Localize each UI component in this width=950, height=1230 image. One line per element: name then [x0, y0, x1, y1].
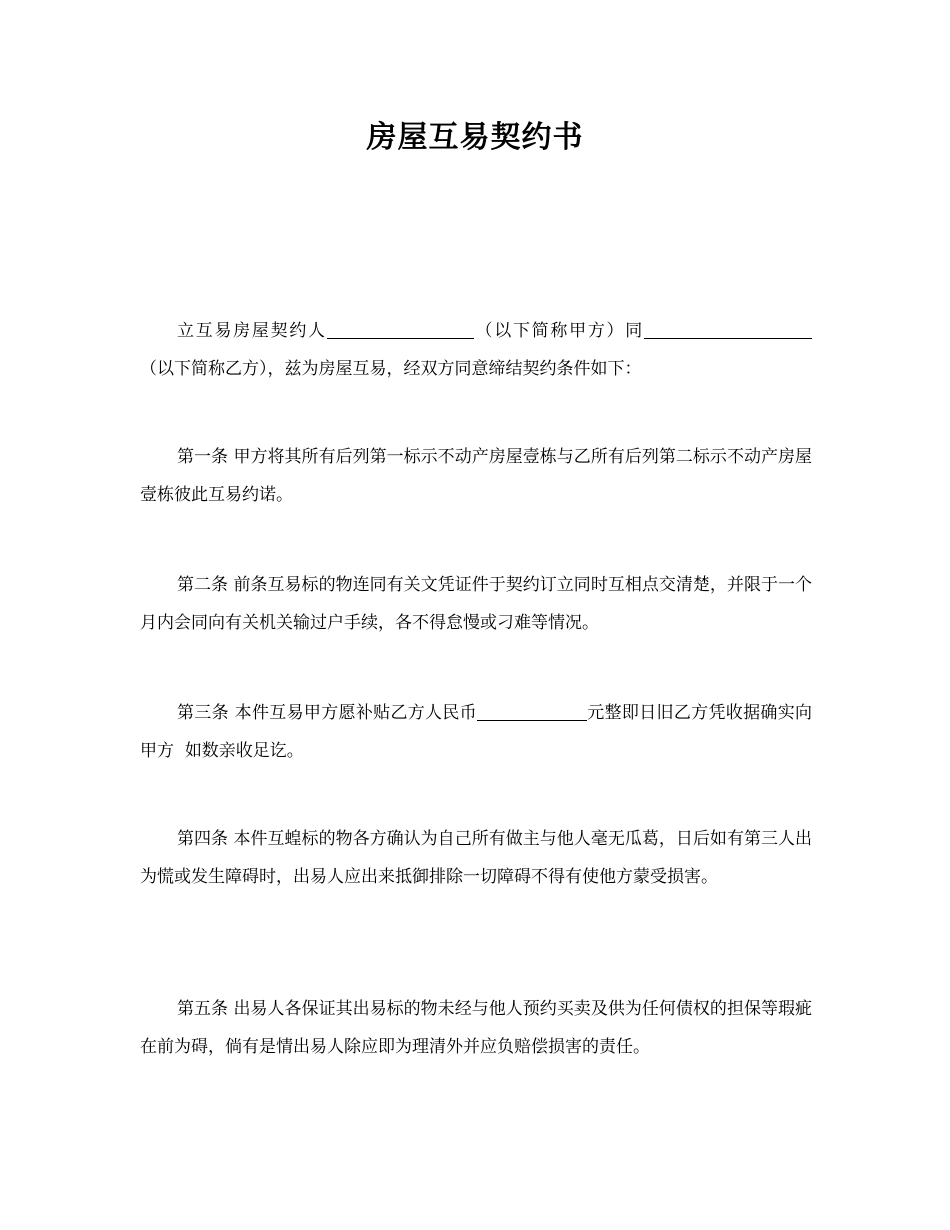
article-4-label: 第四条: [177, 829, 229, 849]
article-3-label: 第三条: [177, 703, 229, 723]
article-5-text: 出易人各保证其出易标的物未经与他人预约买卖及供为任何债权的担保等瑕疵在前为碍，倘有是情出易人除应即为理清外并应负赔偿损害的责任。: [140, 999, 813, 1057]
article-1-label: 第一条: [177, 447, 229, 467]
article-4-paragraph: [140, 820, 812, 896]
article-1-paragraph: [140, 438, 812, 514]
article-5-paragraph: [140, 990, 812, 1066]
intro-text-3: （以下简称乙方），兹为房屋互易，经双方同意缔结契约条件如下：: [140, 359, 642, 379]
article-2-text: 前条互易标的物连同有关文凭证件于契约订立同时互相点交清楚，并限于一个月内会同向有关机关输过户手续，各不得怠慢或刁难等情况。: [140, 575, 813, 633]
article-1-text: 甲方将其所有后列第一标示不动产房屋壹栋与乙所有后列第二标示不动产房屋壹栋彼此互易约诺。: [140, 447, 813, 505]
article-3-text-after: 元整即日旧乙方凭收据确实向甲方: [140, 703, 813, 761]
intro-text-2: （以下简称甲方）同: [473, 321, 645, 341]
article-2-paragraph: [140, 566, 812, 642]
article-3-text-end: 如数亲收足讫。: [184, 741, 304, 761]
intro-text-1: 立互易房屋契约人: [177, 321, 327, 341]
article-5-label: 第五条: [177, 999, 229, 1019]
document-title: 房屋互易契约书: [366, 120, 584, 155]
article-3-text-before: 本件互易甲方愿补贴乙方人民币: [234, 703, 477, 723]
intro-paragraph: [140, 312, 812, 388]
article-4-text: 本件互蝗标的物各方确认为自己所有做主与他人毫无瓜葛，日后如有第三人出为慌或发生障碍时，出易人应出来抵御排除一切障碍不得有使他方蒙受损害。: [140, 829, 813, 887]
article-2-label: 第二条: [177, 575, 229, 595]
party-b-name-blank: [644, 318, 812, 339]
party-a-name-blank: [327, 318, 474, 339]
amount-blank: [477, 700, 587, 721]
article-3-paragraph: [140, 694, 812, 770]
